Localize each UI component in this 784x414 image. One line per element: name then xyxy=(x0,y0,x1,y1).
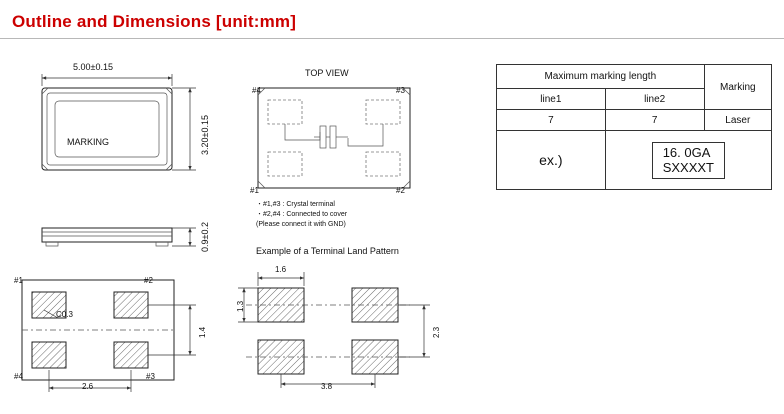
val-marking: Laser xyxy=(704,110,771,131)
example-marking-box xyxy=(652,142,725,179)
dim-pad-c: C0.3 xyxy=(56,310,73,319)
terminal-b1: #1 xyxy=(14,276,23,285)
terminal-notes xyxy=(256,200,347,230)
terminal-tv2: #2 xyxy=(396,186,405,195)
dim-thickness: 0.9±0.2 xyxy=(200,222,210,252)
terminal-tv4: #4 xyxy=(252,86,261,95)
dim-land-pad-h: 1.3 xyxy=(236,300,245,312)
table-row xyxy=(497,65,772,89)
note-line-3: (Please connect it with GND) xyxy=(256,221,346,228)
example-line-1: 16. 0GA xyxy=(662,144,711,160)
example-cell xyxy=(605,131,771,190)
dim-pad-pitch-y: 1.4 xyxy=(198,326,207,338)
table-row xyxy=(497,131,772,190)
col-line2: line2 xyxy=(605,89,704,110)
terminal-b3: #3 xyxy=(146,372,155,381)
val-line2: 7 xyxy=(605,110,704,131)
terminal-tv3: #3 xyxy=(396,86,405,95)
land-pattern-label: Example of a Terminal Land Pattern xyxy=(256,246,399,256)
marking-table xyxy=(496,64,772,190)
note-line-2: ・#2,#4 : Connected to cover xyxy=(256,211,348,218)
val-line1: 7 xyxy=(497,110,606,131)
dim-width-top: 5.00±0.15 xyxy=(73,62,113,72)
dim-land-pad-w: 1.6 xyxy=(275,265,287,274)
top-view-label: TOP VIEW xyxy=(305,68,349,78)
header-max-marking-length: Maximum marking length xyxy=(497,65,705,89)
terminal-tv1: #1 xyxy=(250,186,259,195)
table-row xyxy=(497,110,772,131)
dim-land-span-y: 2.3 xyxy=(432,326,441,338)
note-line-1: ・#1,#3 : Crystal terminal xyxy=(256,201,335,208)
col-line1: line1 xyxy=(497,89,606,110)
terminal-b2: #2 xyxy=(144,276,153,285)
dim-height-top: 3.20±0.15 xyxy=(200,115,210,155)
header-marking: Marking xyxy=(704,65,771,110)
marking-text: MARKING xyxy=(67,137,110,147)
dim-land-span-x: 3.8 xyxy=(321,382,333,391)
page-title: Outline and Dimensions [unit:mm] xyxy=(12,12,297,31)
dim-pad-pitch-x: 2.6 xyxy=(82,382,94,391)
example-line-2: SXXXXT xyxy=(662,159,714,175)
example-label: ex.) xyxy=(497,131,606,190)
terminal-b4: #4 xyxy=(14,372,23,381)
